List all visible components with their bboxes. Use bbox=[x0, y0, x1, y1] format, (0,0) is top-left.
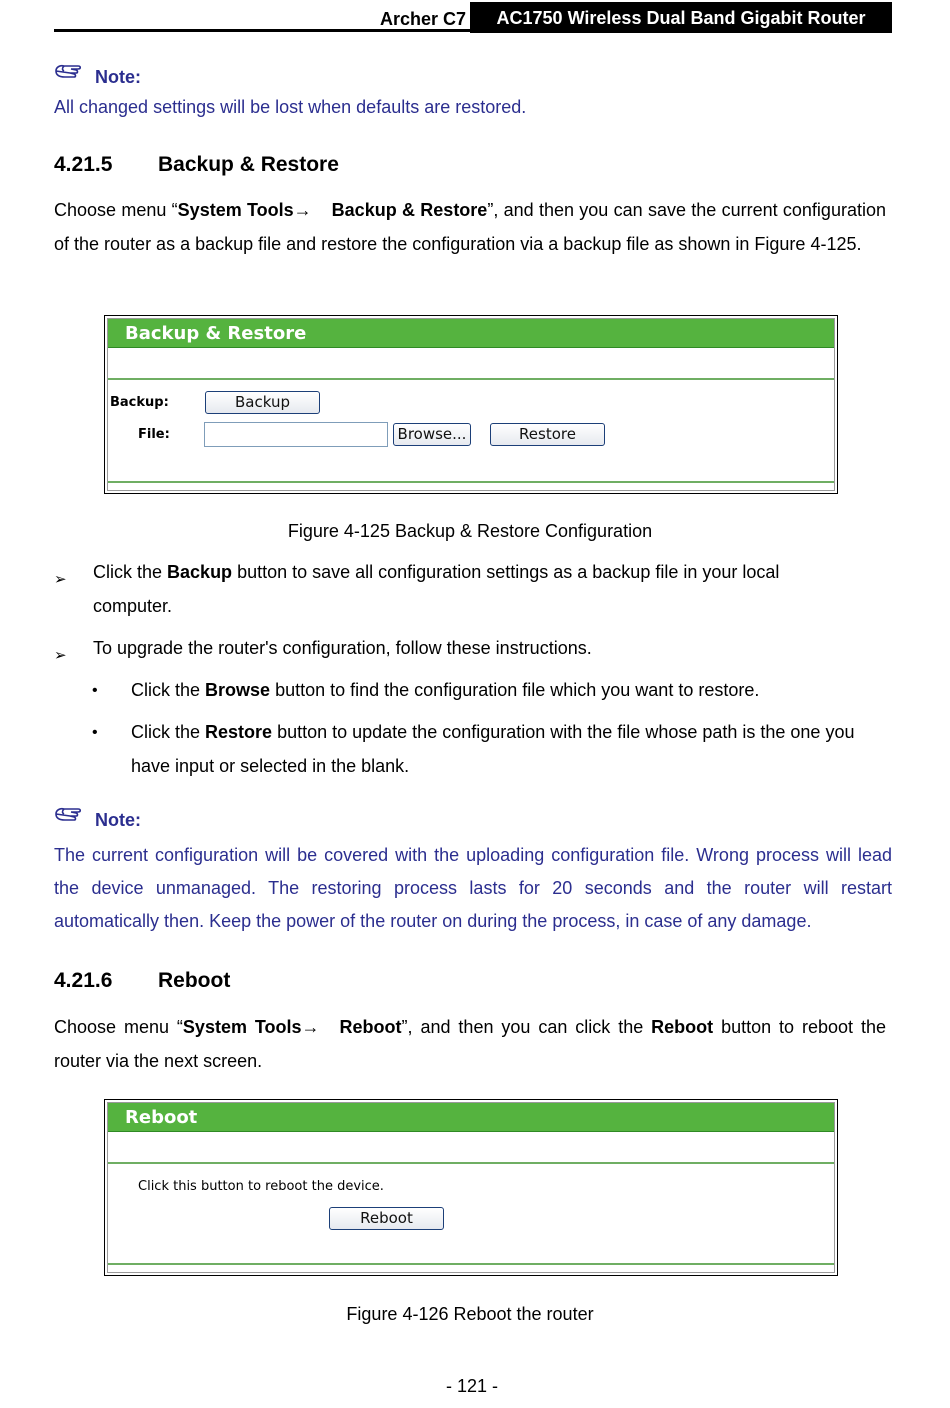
sub-bullet-item: • Click the Restore button to update the configuration with the file whose path is the one you have input or selected in the blank. bbox=[54, 716, 890, 783]
header-rule bbox=[54, 29, 892, 32]
bullet-item: ➢ To upgrade the router's configuration, follow these instructions. bbox=[54, 632, 890, 666]
section-heading-reboot bbox=[54, 968, 230, 994]
menu-reboot: Reboot bbox=[339, 1017, 402, 1037]
section-title: Reboot bbox=[158, 969, 231, 992]
backup-label: Backup: bbox=[110, 395, 169, 410]
panel-title: Backup & Restore bbox=[108, 319, 834, 348]
note-label: Note: bbox=[95, 67, 141, 87]
bullet-item: ➢ Click the Backup button to save all configuration settings as a backup file in your local computer. bbox=[54, 562, 780, 616]
dot-bullet-icon: • bbox=[92, 724, 98, 741]
panel-title: Reboot bbox=[108, 1103, 834, 1132]
file-label: File: bbox=[138, 427, 170, 442]
backup-restore-screenshot bbox=[104, 315, 838, 494]
figure-caption: Figure 4-125 Backup & Restore Configuration bbox=[287, 521, 653, 541]
panel-divider bbox=[108, 1162, 834, 1164]
menu-system-tools: System Tools bbox=[177, 200, 294, 220]
intro-text: ”, and then you can save the current configuration of the router as a backup file and restore the configuration via a backup file as shown in Figure 4-125. bbox=[54, 200, 886, 254]
browse-button[interactable]: Browse... bbox=[393, 423, 471, 446]
reboot-bold: Reboot bbox=[651, 1017, 714, 1037]
arrow-right-icon: → bbox=[293, 200, 312, 220]
panel-divider bbox=[108, 378, 834, 380]
section-heading-backup bbox=[54, 152, 339, 178]
note-label: Note: bbox=[95, 810, 141, 830]
sub-bullet-item: • Click the Browse button to find the configuration file which you want to restore. bbox=[54, 674, 890, 708]
reboot-screenshot bbox=[104, 1099, 838, 1276]
menu-system-tools: System Tools bbox=[182, 1017, 302, 1037]
backup-intro-paragraph bbox=[54, 194, 886, 261]
restore-button[interactable]: Restore bbox=[490, 423, 605, 446]
arrow-right-icon: → bbox=[301, 1017, 320, 1037]
intro-text: Choose menu “ bbox=[54, 200, 178, 220]
note-text: The current configuration will be covered with the uploading configuration file. Wrong process will lead the device unmanaged. The restoring process lasts for 20 seconds and the router will restart automatically then. Keep the power of the router on during the process, in case of any damage. bbox=[54, 845, 892, 931]
panel-divider bbox=[108, 481, 834, 483]
reboot-intro-paragraph bbox=[54, 1011, 886, 1078]
section-title: Backup & Restore bbox=[158, 153, 339, 176]
intro-text: ”, and then you can click the bbox=[401, 1017, 652, 1037]
backup-button[interactable]: Backup bbox=[205, 391, 320, 414]
reboot-hint: Click this button to reboot the device. bbox=[138, 1179, 384, 1194]
page-number: - 121 - bbox=[445, 1376, 499, 1396]
chevron-bullet-icon: ➢ bbox=[54, 571, 67, 588]
header-product: AC1750 Wireless Dual Band Gigabit Router bbox=[470, 2, 892, 33]
section-number: 4.21.5 bbox=[54, 153, 113, 176]
intro-text: Choose menu “ bbox=[54, 1017, 183, 1037]
menu-backup-restore: Backup & Restore bbox=[331, 200, 488, 220]
panel-divider bbox=[108, 1263, 834, 1265]
header-model: Archer C7 bbox=[379, 9, 466, 29]
dot-bullet-icon: • bbox=[92, 682, 98, 699]
chevron-bullet-icon: ➢ bbox=[54, 647, 67, 664]
section-number: 4.21.6 bbox=[54, 969, 113, 992]
file-path-input[interactable] bbox=[204, 422, 388, 447]
figure-caption: Figure 4-126 Reboot the router bbox=[346, 1304, 594, 1324]
note-text: All changed settings will be lost when defaults are restored. bbox=[54, 97, 527, 117]
intro-text: button to reboot the router via the next screen. bbox=[54, 1017, 886, 1071]
reboot-button[interactable]: Reboot bbox=[329, 1207, 444, 1230]
note-hand-icon bbox=[54, 62, 84, 85]
note-hand-icon bbox=[54, 805, 84, 828]
